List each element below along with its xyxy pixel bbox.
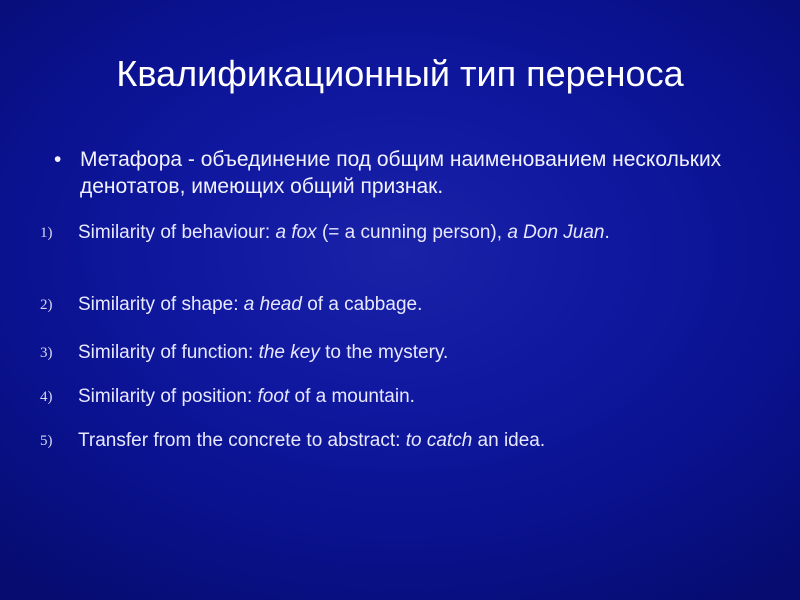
list-item-text bbox=[78, 340, 738, 365]
item-example: a fox bbox=[275, 222, 317, 243]
bullet-text: Метафора - объединение под общим наименованием нескольких денотатов, имеющих общий признак. bbox=[80, 148, 722, 198]
list-number: 3) bbox=[40, 345, 53, 361]
item-tail: . bbox=[604, 222, 610, 243]
list-number: 1) bbox=[40, 225, 53, 241]
list-item-text bbox=[78, 428, 738, 453]
item-lead: Transfer from the concrete to abstract: bbox=[78, 430, 406, 451]
item-lead: Similarity of behaviour: bbox=[78, 222, 276, 243]
item-example: foot bbox=[257, 386, 290, 407]
item-lead: Similarity of shape: bbox=[78, 294, 244, 315]
item-tail: of a mountain. bbox=[289, 386, 415, 407]
item-lead: Similarity of position: bbox=[78, 386, 258, 407]
slide-title: Квалификационный тип переноса bbox=[116, 53, 684, 94]
item-lead: Similarity of function: bbox=[78, 342, 259, 363]
list-number: 5) bbox=[40, 433, 53, 449]
bullet-marker: • bbox=[54, 148, 62, 171]
item-tail: an idea. bbox=[472, 430, 546, 451]
item-middle: (= a cunning person), bbox=[316, 222, 508, 243]
list-number: 4) bbox=[40, 389, 53, 405]
list-number: 2) bbox=[40, 297, 53, 313]
item-example: a Don Juan bbox=[507, 222, 605, 243]
item-tail: of a cabbage. bbox=[301, 294, 423, 315]
item-example: a head bbox=[243, 294, 302, 315]
list-item-text bbox=[78, 220, 738, 245]
item-example: the key bbox=[258, 342, 320, 363]
item-tail: to the mystery. bbox=[319, 342, 449, 363]
list-item-text bbox=[78, 384, 738, 409]
list-item-text bbox=[78, 292, 738, 317]
item-example: to catch bbox=[405, 430, 473, 451]
